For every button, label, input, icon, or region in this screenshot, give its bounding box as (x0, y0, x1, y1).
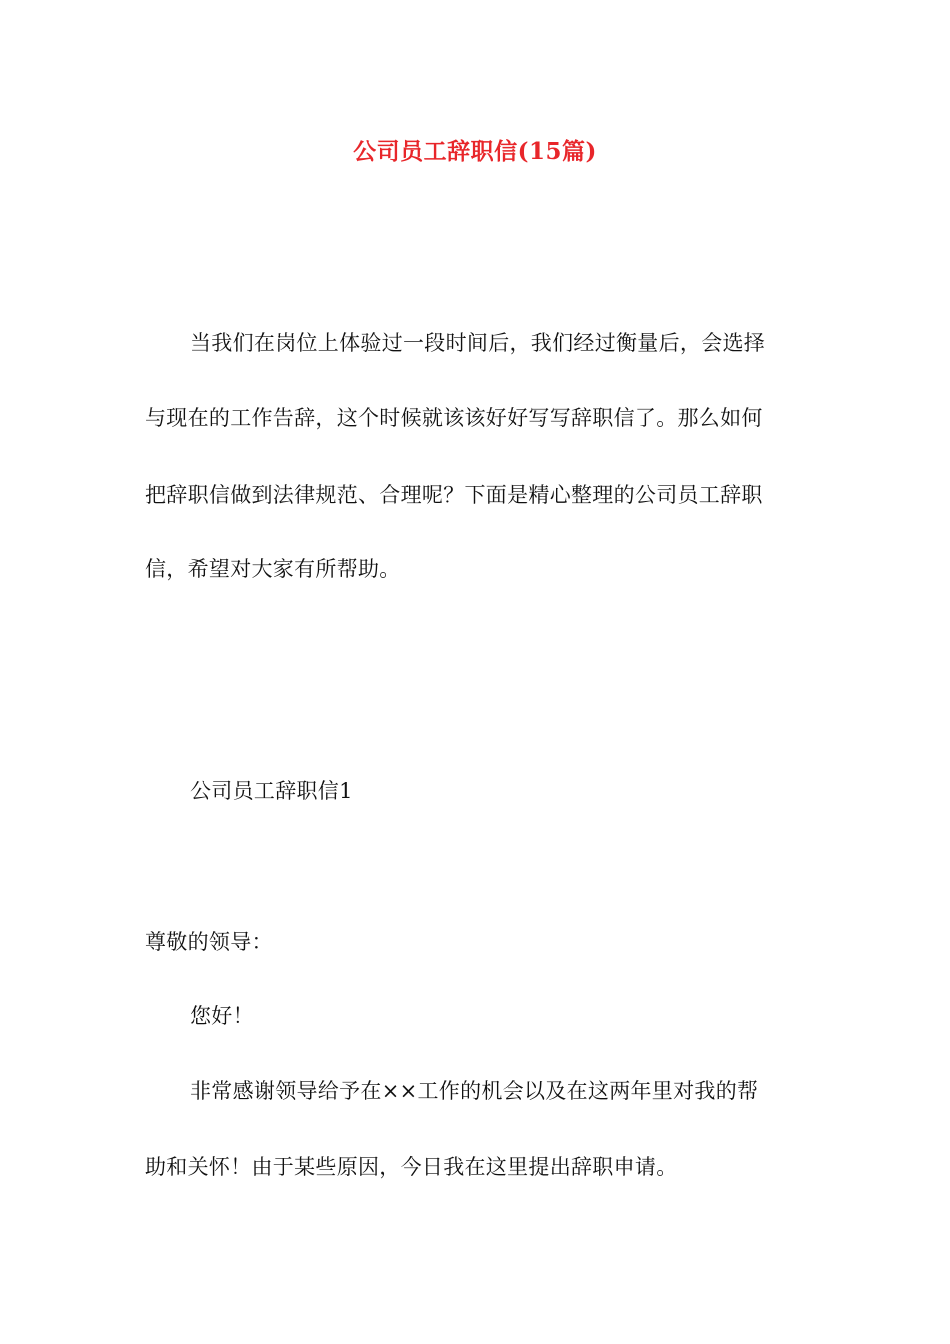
intro-line: 与现在的工作告辞，这个时候就该该好好写写辞职信了。那么如何 (145, 406, 763, 430)
body-line: 助和关怀！由于某些原因，今日我在这里提出辞职申请。 (145, 1155, 678, 1179)
body-line: 非常感谢领导给予在××工作的机会以及在这两年里对我的帮 (190, 1079, 759, 1103)
section-heading: 公司员工辞职信1 (190, 779, 353, 803)
greeting: 您好！ (190, 1004, 254, 1028)
intro-line: 把辞职信做到法律规范、合理呢？下面是精心整理的公司员工辞职 (145, 483, 763, 507)
intro-line: 当我们在岗位上体验过一段时间后，我们经过衡量后，会选择 (190, 331, 766, 355)
document-title: 公司员工辞职信(15篇) (353, 138, 597, 165)
salutation: 尊敬的领导： (145, 930, 273, 954)
intro-line: 信，希望对大家有所帮助。 (145, 557, 401, 581)
